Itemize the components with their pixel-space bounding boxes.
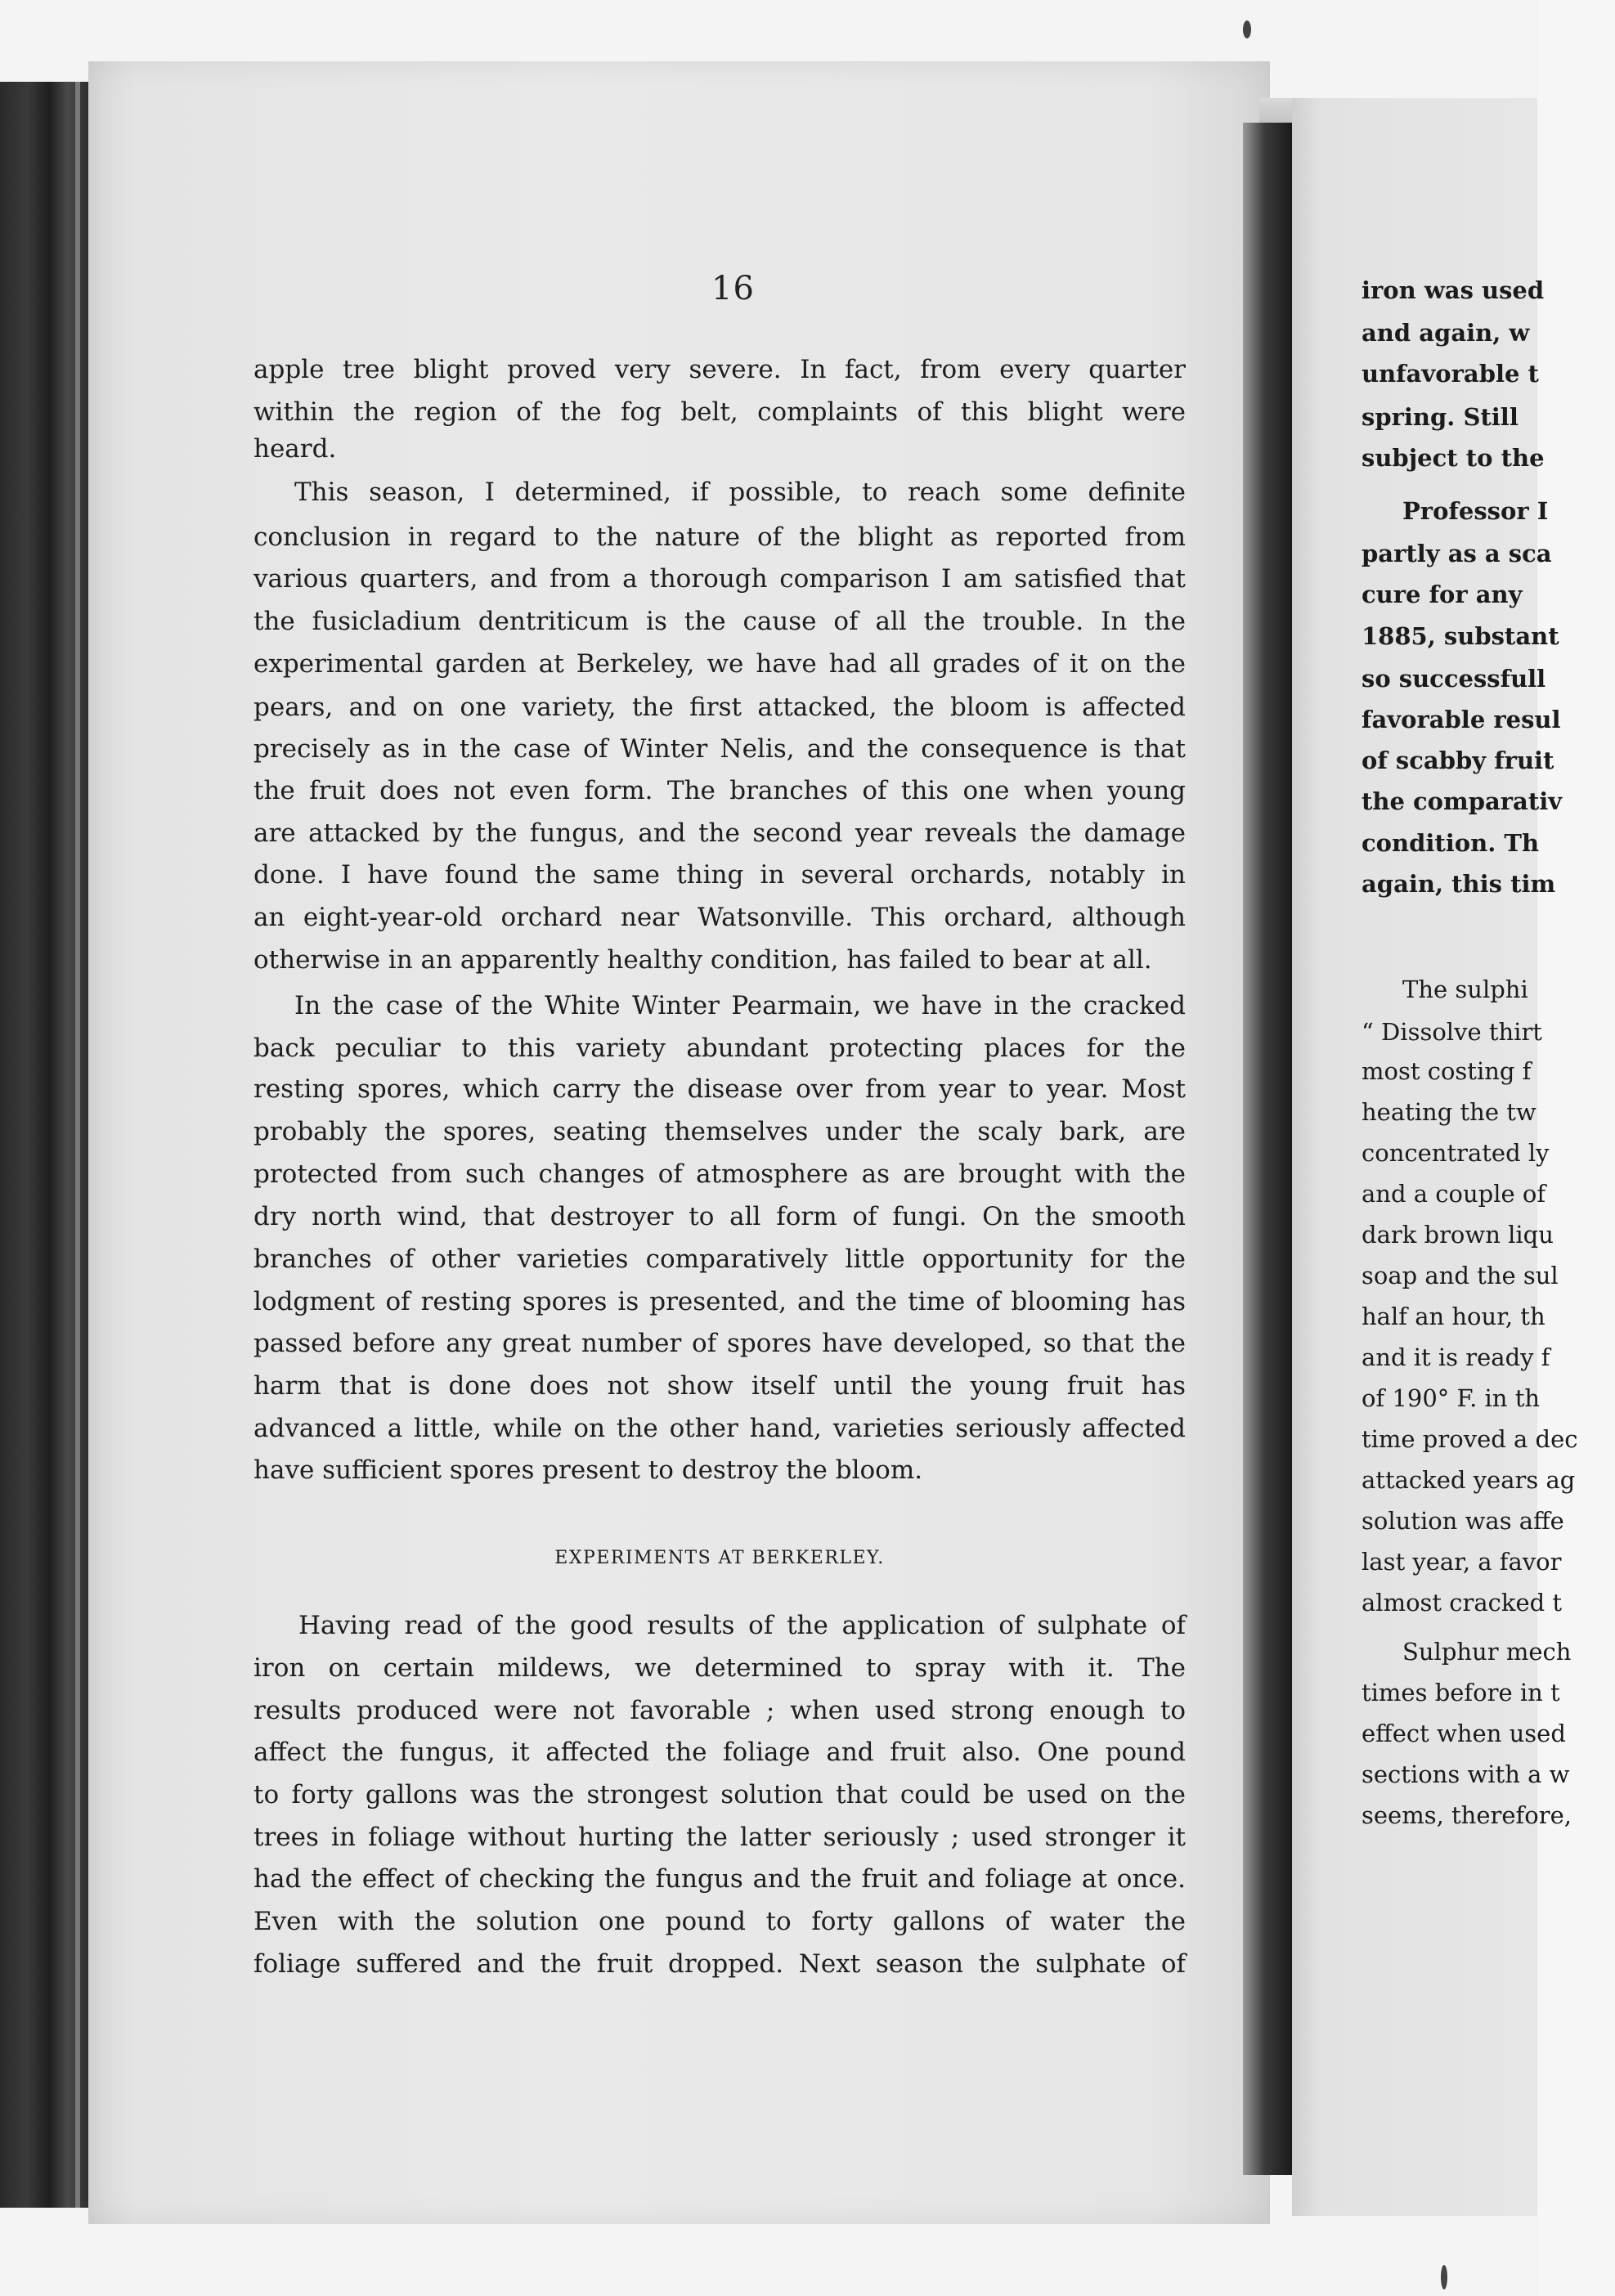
right-text-line: effect when used <box>1362 1720 1566 1747</box>
text-line: dry north wind, that destroyer to all form of fungi. On the smooth <box>253 1202 1186 1231</box>
right-text-line: concentrated ly <box>1362 1139 1550 1167</box>
text-line: had the effect of checking the fungus and the fruit and foliage at once. <box>253 1864 1186 1894</box>
text-line: harm that is done does not show itself until the young fruit has <box>253 1371 1186 1401</box>
page-number: 16 <box>711 270 755 307</box>
right-text-line: times before in t <box>1362 1679 1560 1706</box>
right-text-line: seems, therefore, <box>1362 1801 1572 1829</box>
right-text-line: cure for any <box>1362 581 1523 608</box>
text-line: precisely as in the case of Winter Nelis, and the consequence is that <box>253 734 1186 764</box>
text-line: conclusion in regard to the nature of the blight as reported from <box>253 522 1186 552</box>
right-text-line: soap and the sul <box>1362 1262 1559 1289</box>
right-text-line: attacked years ag <box>1362 1466 1576 1494</box>
text-line: are attacked by the fungus, and the second year reveals the damage <box>253 818 1186 848</box>
text-line: This season, I determined, if possible, to reach some definite <box>294 478 1186 507</box>
text-line: various quarters, and from a thorough comparison I am satisfied that <box>253 564 1186 594</box>
text-line: branches of other varieties comparatively little opportunity for the <box>253 1244 1186 1274</box>
right-text-line: unfavorable t <box>1362 360 1539 388</box>
right-text-line: again, this tim <box>1362 870 1556 898</box>
text-line: trees in foliage without hurting the latter seriously ; used stronger it <box>253 1823 1186 1852</box>
right-page-text <box>1292 98 1578 2216</box>
right-text-line: favorable resul <box>1362 706 1561 733</box>
text-line: otherwise in an apparently healthy condition, has failed to bear at all. <box>253 945 1152 975</box>
section-heading: EXPERIMENTS AT BERKERLEY. <box>554 1548 885 1568</box>
right-text-line: half an hour, th <box>1362 1303 1545 1330</box>
right-text-line: iron was used <box>1362 276 1545 304</box>
text-line: have sufficient spores present to destroy the bloom. <box>253 1455 923 1485</box>
scan-artifact <box>1441 2265 1447 2289</box>
right-text-line: time proved a dec <box>1362 1425 1578 1453</box>
right-text-line: 1885, substant <box>1362 622 1559 650</box>
right-text-line: dark brown liqu <box>1362 1221 1554 1249</box>
right-text-line: and a couple of <box>1362 1180 1546 1208</box>
text-line: to forty gallons was the strongest solution that could be used on the <box>253 1780 1186 1809</box>
text-line: the fruit does not even form. The branches of this one when young <box>253 776 1186 805</box>
text-line: foliage suffered and the fruit dropped. Next season the sulphate of <box>253 1949 1186 1979</box>
text-line: apple tree blight proved very severe. In fact, from every quarter <box>253 355 1186 384</box>
right-text-line: Sulphur mech <box>1402 1638 1572 1666</box>
text-line: done. I have found the same thing in several orchards, notably in <box>253 860 1186 890</box>
text-line: affect the fungus, it affected the foliage and fruit also. One pound <box>253 1738 1186 1767</box>
right-text-line: almost cracked t <box>1362 1589 1563 1617</box>
right-text-line: the comparativ <box>1362 787 1563 815</box>
right-text-line: most costing f <box>1362 1057 1532 1085</box>
right-text-line: solution was affe <box>1362 1507 1564 1535</box>
text-line: passed before any great number of spores have developed, so that the <box>253 1329 1186 1358</box>
right-text-line: and it is ready f <box>1362 1343 1550 1371</box>
right-text-line: heating the tw <box>1362 1098 1536 1126</box>
right-text-line: subject to the <box>1362 444 1545 472</box>
right-text-line: condition. Th <box>1362 829 1540 857</box>
text-line: Even with the solution one pound to forty gallons of water the <box>253 1907 1186 1936</box>
text-line: probably the spores, seating themselves under the scaly bark, are <box>253 1117 1186 1146</box>
text-line: an eight-year-old orchard near Watsonville. This orchard, although <box>253 903 1186 932</box>
text-line: Having read of the good results of the application of sulphate of <box>298 1611 1186 1640</box>
right-text-line: and again, w <box>1362 319 1530 347</box>
text-line: heard. <box>253 434 337 464</box>
right-text-line: last year, a favor <box>1362 1548 1562 1576</box>
text-line: results produced were not favorable ; when used strong enough to <box>253 1696 1186 1725</box>
right-text-line: sections with a w <box>1362 1760 1570 1788</box>
text-line: the fusicladium dentriticum is the cause of all the trouble. In the <box>253 607 1186 636</box>
right-text-line: of scabby fruit <box>1362 747 1554 774</box>
text-line: pears, and on one variety, the first attacked, the bloom is affected <box>253 693 1186 722</box>
book-edge-left <box>0 82 90 2208</box>
right-text-line: The sulphi <box>1402 975 1528 1003</box>
book-gutter <box>1243 123 1292 2175</box>
text-line: advanced a little, while on the other hand, varieties seriously affected <box>253 1414 1186 1443</box>
right-text-line: “ Dissolve thirt <box>1362 1018 1542 1046</box>
text-line: lodgment of resting spores is presented, and the time of blooming has <box>253 1287 1186 1316</box>
text-line: resting spores, which carry the disease over from year to year. Most <box>253 1074 1186 1104</box>
right-text-line: spring. Still <box>1362 403 1519 431</box>
right-text-line: partly as a sca <box>1362 540 1552 567</box>
text-line: In the case of the White Winter Pearmain, we have in the cracked <box>294 991 1186 1020</box>
text-line: back peculiar to this variety abundant protecting places for the <box>253 1034 1186 1063</box>
text-line: protected from such changes of atmosphere as are brought with the <box>253 1159 1186 1189</box>
right-text-line: so successfull <box>1362 665 1546 693</box>
text-line: experimental garden at Berkeley, we have had all grades of it on the <box>253 649 1186 679</box>
text-line: iron on certain mildews, we determined to spray with it. The <box>253 1653 1186 1683</box>
scan-artifact <box>1243 20 1251 38</box>
right-text-line: Professor I <box>1402 497 1549 525</box>
text-line: within the region of the fog belt, complaints of this blight were <box>253 397 1186 427</box>
right-text-line: of 190° F. in th <box>1362 1384 1541 1412</box>
